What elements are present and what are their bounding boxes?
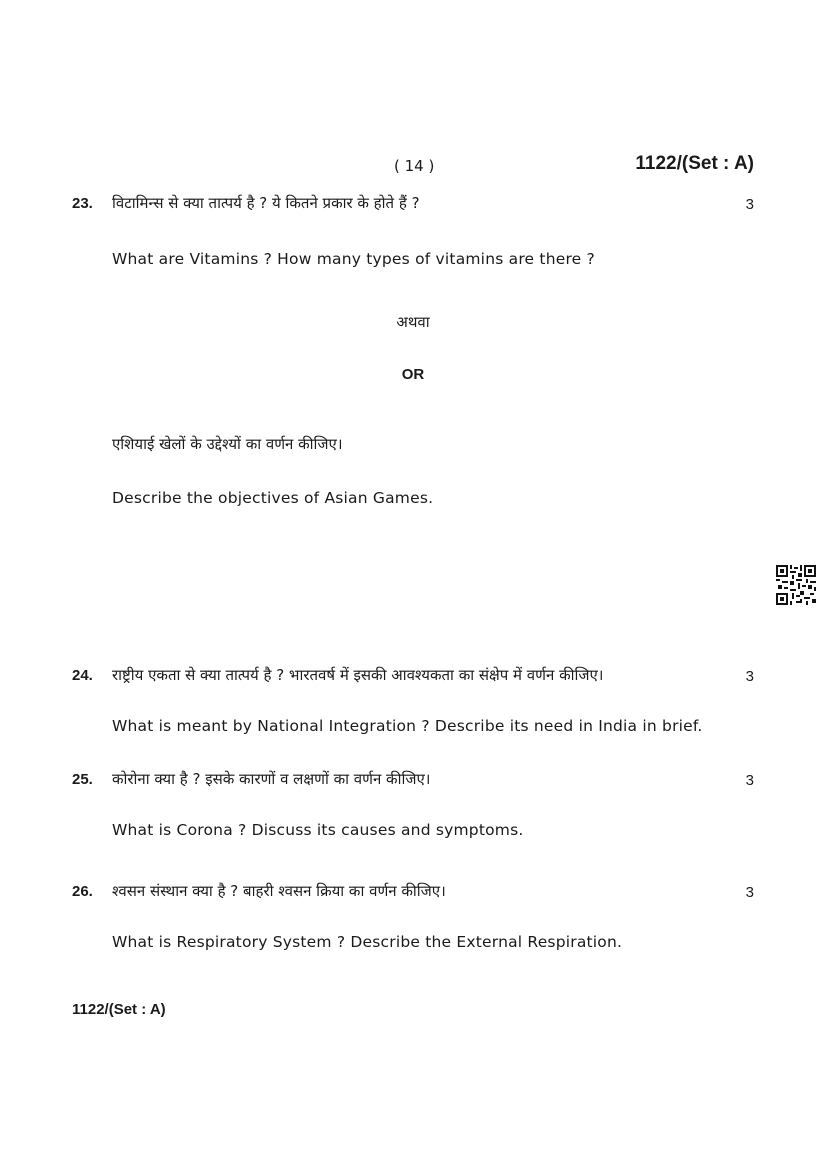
- question-25-english: What is Corona ? Discuss its causes and symptoms.: [112, 821, 524, 839]
- question-24-number: 24.: [72, 667, 93, 684]
- question-24-hindi: राष्ट्रीय एकता से क्या तात्पर्य है ? भारतवर्ष में इसकी आवश्यकता का संक्षेप में वर्णन कीजिए।: [112, 666, 604, 684]
- question-25-number: 25.: [72, 771, 93, 788]
- question-25-hindi: कोरोना क्या है ? इसके कारणों व लक्षणों का वर्णन कीजिए।: [112, 770, 431, 788]
- alternative-question-hindi: एशियाई खेलों के उद्देश्यों का वर्णन कीजिए।: [112, 435, 343, 453]
- question-26-number: 26.: [72, 883, 93, 900]
- question-24-english: What is meant by National Integration ? Describe its need in India in brief.: [112, 717, 703, 735]
- set-code-header: 1122/(Set : A): [635, 153, 754, 174]
- alternative-question-english: Describe the objectives of Asian Games.: [112, 489, 434, 507]
- page-number: ( 14 ): [394, 157, 435, 175]
- set-code-footer: 1122/(Set : A): [72, 1001, 166, 1018]
- question-23-english: What are Vitamins ? How many types of vitamins are there ?: [112, 250, 595, 268]
- question-26-english: What is Respiratory System ? Describe the External Respiration.: [112, 933, 623, 951]
- question-26-hindi: श्वसन संस्थान क्या है ? बाहरी श्वसन क्रिया का वर्णन कीजिए।: [112, 882, 446, 900]
- qr-code: [776, 565, 816, 605]
- question-23-hindi: विटामिन्स से क्या तात्पर्य है ? ये कितने प्रकार के होते हैं ?: [112, 194, 420, 212]
- question-23-marks: 3: [745, 196, 754, 213]
- or-hindi: अथवा: [396, 313, 430, 331]
- question-25-marks: 3: [745, 772, 754, 789]
- question-26-marks: 3: [745, 884, 754, 901]
- question-23-number: 23.: [72, 195, 93, 212]
- question-24-marks: 3: [745, 668, 754, 685]
- or-english: OR: [401, 366, 425, 383]
